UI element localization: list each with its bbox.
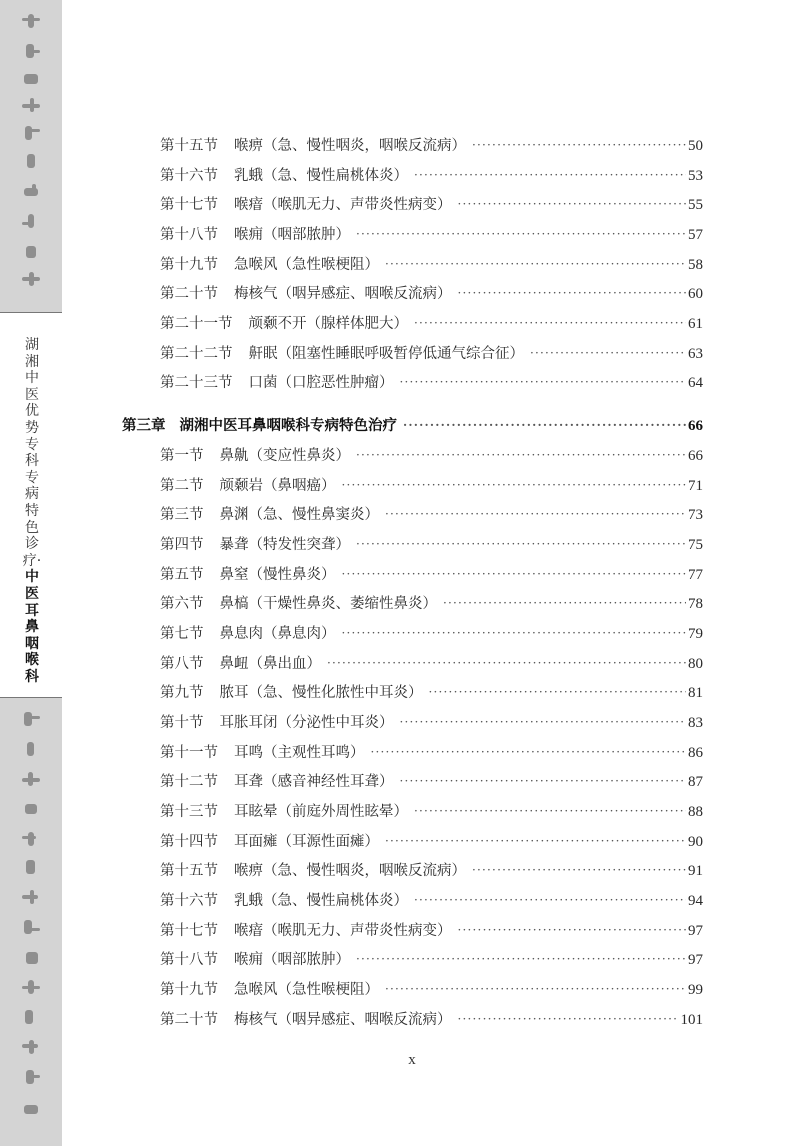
dot-leader [385, 980, 686, 1000]
toc-page-number: 86 [688, 745, 703, 761]
figure-icon [22, 772, 40, 786]
figure-icon [22, 98, 40, 112]
toc-title: 颃颡岩（鼻咽癌） [219, 478, 336, 494]
toc-section-number: 第十九节 [160, 982, 218, 998]
toc-page-number: 90 [688, 834, 703, 850]
spine-title-band [0, 312, 62, 698]
toc-entry[interactable] [160, 503, 703, 525]
dot-leader [342, 624, 687, 644]
toc-page-number: 94 [688, 893, 703, 909]
toc-section-number: 第十二节 [160, 774, 218, 790]
figure-icon [22, 126, 40, 140]
toc-title: 梅核气（咽异感症、咽喉反流病） [234, 1012, 452, 1028]
toc-page-number: 61 [688, 316, 703, 332]
figure-icon [22, 44, 40, 58]
side-strip [0, 0, 62, 1146]
figure-icon [22, 184, 40, 198]
toc-title: 颃颡不开（腺样体肥大） [248, 316, 408, 332]
toc-section-number: 第四节 [160, 537, 204, 553]
toc-entry[interactable] [160, 312, 703, 334]
toc-title: 鼾眠（阻塞性睡眠呼吸暂停低通气综合征） [248, 346, 524, 362]
toc-page-number: 57 [688, 227, 703, 243]
title-separator: · [36, 552, 42, 569]
toc-title: 乳蛾（急、慢性扁桃体炎） [234, 168, 408, 184]
figure-icon [22, 832, 40, 846]
toc-page-number: 58 [688, 257, 703, 273]
toc-entry[interactable] [160, 978, 703, 1000]
toc-title: 乳蛾（急、慢性扁桃体炎） [234, 893, 408, 909]
toc-entry[interactable] [160, 223, 703, 245]
toc-title: 鼻渊（急、慢性鼻窦炎） [219, 507, 379, 523]
toc-page-number: 79 [688, 626, 703, 642]
toc-section-number: 第十八节 [160, 952, 218, 968]
dot-leader [356, 950, 686, 970]
toc-section-number: 第十七节 [160, 923, 218, 939]
toc-title: 喉痹（急、慢性咽炎，咽喉反流病） [234, 138, 466, 154]
toc-section-number: 第二十二节 [160, 346, 233, 362]
figure-icon [22, 950, 40, 964]
toc-title: 脓耳（急、慢性化脓性中耳炎） [219, 685, 423, 701]
toc-entry[interactable] [160, 164, 703, 186]
martial-figures-top [0, 0, 62, 312]
toc-section-number: 第二十一节 [160, 316, 233, 332]
toc-section-number: 第二十三节 [160, 375, 233, 391]
figure-icon [22, 1070, 40, 1084]
toc-entry[interactable] [160, 533, 703, 555]
figure-icon [22, 860, 40, 874]
toc-page-number: 75 [688, 537, 703, 553]
figure-icon [22, 72, 40, 86]
figure-icon [22, 802, 40, 816]
dot-leader [356, 446, 686, 466]
toc-title: 鼻鼽（变应性鼻炎） [219, 448, 350, 464]
spine-title [21, 337, 43, 685]
toc-section-number: 第九节 [160, 685, 204, 701]
toc-title: 鼻槁（干燥性鼻炎、萎缩性鼻炎） [219, 596, 437, 612]
dot-leader [458, 921, 687, 941]
dot-leader [414, 314, 686, 334]
toc-section-number: 第十四节 [160, 834, 218, 850]
figure-icon [22, 890, 40, 904]
toc-page-number: 99 [688, 982, 703, 998]
toc-title: 急喉风（急性喉梗阻） [234, 257, 379, 273]
dot-leader [414, 891, 686, 911]
dot-leader [385, 255, 686, 275]
toc-page-number: 64 [688, 375, 703, 391]
toc-section-number: 第七节 [160, 626, 204, 642]
dot-leader [429, 683, 687, 703]
toc-title: 梅核气（咽异感症、咽喉反流病） [234, 286, 452, 302]
toc-title: 喉痹（急、慢性咽炎，咽喉反流病） [234, 863, 466, 879]
toc-page-number: 50 [688, 138, 703, 154]
toc-entry[interactable] [160, 919, 703, 941]
toc-section-number: 第三节 [160, 507, 204, 523]
figure-icon [22, 1010, 40, 1024]
toc-section-number: 第八节 [160, 656, 204, 672]
toc-page-number: 63 [688, 346, 703, 362]
toc-title: 口菌（口腔恶性肿瘤） [248, 375, 394, 391]
toc-section-number: 第十一节 [160, 745, 218, 761]
toc-section-number: 第十九节 [160, 257, 218, 273]
toc-page-number: 88 [688, 804, 703, 820]
toc-entry[interactable] [160, 592, 703, 614]
figure-icon [22, 14, 40, 28]
toc-entry[interactable] [160, 948, 703, 970]
toc-page-number: 81 [688, 685, 703, 701]
toc-entry[interactable] [160, 444, 703, 466]
toc-entry[interactable] [160, 681, 703, 703]
toc-title: 鼻窒（慢性鼻炎） [219, 567, 336, 583]
toc-page-number: 66 [688, 448, 703, 464]
dot-leader [403, 416, 686, 436]
page-number: x [408, 1052, 416, 1068]
figure-icon [22, 920, 40, 934]
dot-leader [414, 802, 686, 822]
toc-title: 暴聋（特发性突聋） [219, 537, 350, 553]
toc-page-number: 91 [688, 863, 703, 879]
toc-entry[interactable] [160, 889, 703, 911]
toc-entry[interactable] [160, 563, 703, 585]
chapter-page-number: 66 [688, 418, 703, 434]
figure-icon [22, 742, 40, 756]
toc-entry[interactable] [160, 711, 703, 733]
toc-page-number: 97 [688, 952, 703, 968]
toc-entry[interactable] [160, 830, 703, 852]
toc-section-number: 第十三节 [160, 804, 218, 820]
toc-entry[interactable] [160, 371, 703, 393]
chapter-heading[interactable] [122, 414, 703, 436]
toc-page-number: 53 [688, 168, 703, 184]
figure-icon [22, 1102, 40, 1116]
toc-page-number: 97 [688, 923, 703, 939]
toc-entry[interactable] [160, 342, 703, 364]
toc-entry[interactable] [160, 1008, 703, 1030]
toc-entry[interactable] [160, 770, 703, 792]
toc-title: 耳眩晕（前庭外周性眩晕） [234, 804, 408, 820]
toc-section-number: 第十五节 [160, 138, 218, 154]
dot-leader [400, 373, 687, 393]
toc-section-number: 第十八节 [160, 227, 218, 243]
figure-icon [22, 214, 40, 228]
dot-leader [371, 743, 687, 763]
dot-leader [458, 284, 687, 304]
martial-figures-bottom [0, 698, 62, 1146]
dot-leader [530, 344, 686, 364]
dot-leader [472, 136, 686, 156]
volume-title: 中医耳鼻咽喉科 [25, 569, 39, 685]
chapter-title: 湖湘中医耳鼻咽喉科专病特色治疗 [179, 417, 397, 434]
dot-leader [400, 772, 687, 792]
figure-icon [22, 154, 40, 168]
dot-leader [385, 505, 686, 525]
toc-title: 喉瘖（喉肌无力、声带炎性病变） [234, 197, 452, 213]
figure-icon [22, 244, 40, 258]
dot-leader [342, 476, 687, 496]
figure-icon [22, 980, 40, 994]
figure-icon [22, 272, 40, 286]
toc-section-number: 第十六节 [160, 893, 218, 909]
toc-entry[interactable] [160, 134, 703, 156]
toc-page-number: 71 [688, 478, 703, 494]
toc-entry[interactable] [160, 622, 703, 644]
toc-entry[interactable] [160, 282, 703, 304]
toc-title: 鼻衄（鼻出血） [219, 656, 321, 672]
toc-section-number: 第五节 [160, 567, 204, 583]
figure-icon [22, 712, 40, 726]
dot-leader [400, 713, 687, 733]
dot-leader [385, 832, 686, 852]
series-title: 湖湘中医优势专科专病特色诊疗 [22, 337, 39, 569]
dot-leader [356, 225, 686, 245]
toc-title: 鼻息肉（鼻息肉） [219, 626, 336, 642]
toc-page-number: 60 [688, 286, 703, 302]
toc-title: 喉瘖（喉肌无力、声带炎性病变） [234, 923, 452, 939]
toc-section-number: 第二十节 [160, 286, 218, 302]
toc-section-number: 第一节 [160, 448, 204, 464]
toc-title: 耳胀耳闭（分泌性中耳炎） [219, 715, 394, 731]
toc-page-number: 87 [688, 774, 703, 790]
toc-title: 急喉风（急性喉梗阻） [234, 982, 379, 998]
dot-leader [342, 565, 687, 585]
toc-page-number: 77 [688, 567, 703, 583]
toc-entry[interactable] [160, 800, 703, 822]
toc-page-number: 78 [688, 596, 703, 612]
toc-section-number: 第二节 [160, 478, 204, 494]
chapter-number: 第三章 [122, 417, 166, 434]
dot-leader [443, 594, 686, 614]
toc-page-number: 55 [688, 197, 703, 213]
toc-entry[interactable] [160, 741, 703, 763]
dot-leader [458, 195, 687, 215]
toc-page-number: 101 [680, 1012, 703, 1028]
toc-entry[interactable] [160, 193, 703, 215]
toc-section-number: 第十七节 [160, 197, 218, 213]
dot-leader [327, 654, 686, 674]
toc-entry[interactable] [160, 652, 703, 674]
toc-section-number: 第六节 [160, 596, 204, 612]
toc-title: 耳鸣（主观性耳鸣） [234, 745, 365, 761]
toc-section-number: 第二十节 [160, 1012, 218, 1028]
toc-title: 喉痈（咽部脓肿） [234, 227, 350, 243]
toc-entry[interactable] [160, 253, 703, 275]
dot-leader [458, 1010, 679, 1030]
toc-title: 耳聋（感音神经性耳聋） [234, 774, 394, 790]
toc-page-number: 83 [688, 715, 703, 731]
toc-title: 喉痈（咽部脓肿） [234, 952, 350, 968]
toc-page-number: 80 [688, 656, 703, 672]
toc-section-number: 第十节 [160, 715, 204, 731]
toc-entry[interactable] [160, 859, 703, 881]
toc-entry[interactable] [160, 474, 703, 496]
toc-section-number: 第十五节 [160, 863, 218, 879]
toc-section-number: 第十六节 [160, 168, 218, 184]
dot-leader [414, 166, 686, 186]
toc-page-number: 73 [688, 507, 703, 523]
dot-leader [472, 861, 686, 881]
toc-title: 耳面瘫（耳源性面瘫） [234, 834, 379, 850]
dot-leader [356, 535, 686, 555]
